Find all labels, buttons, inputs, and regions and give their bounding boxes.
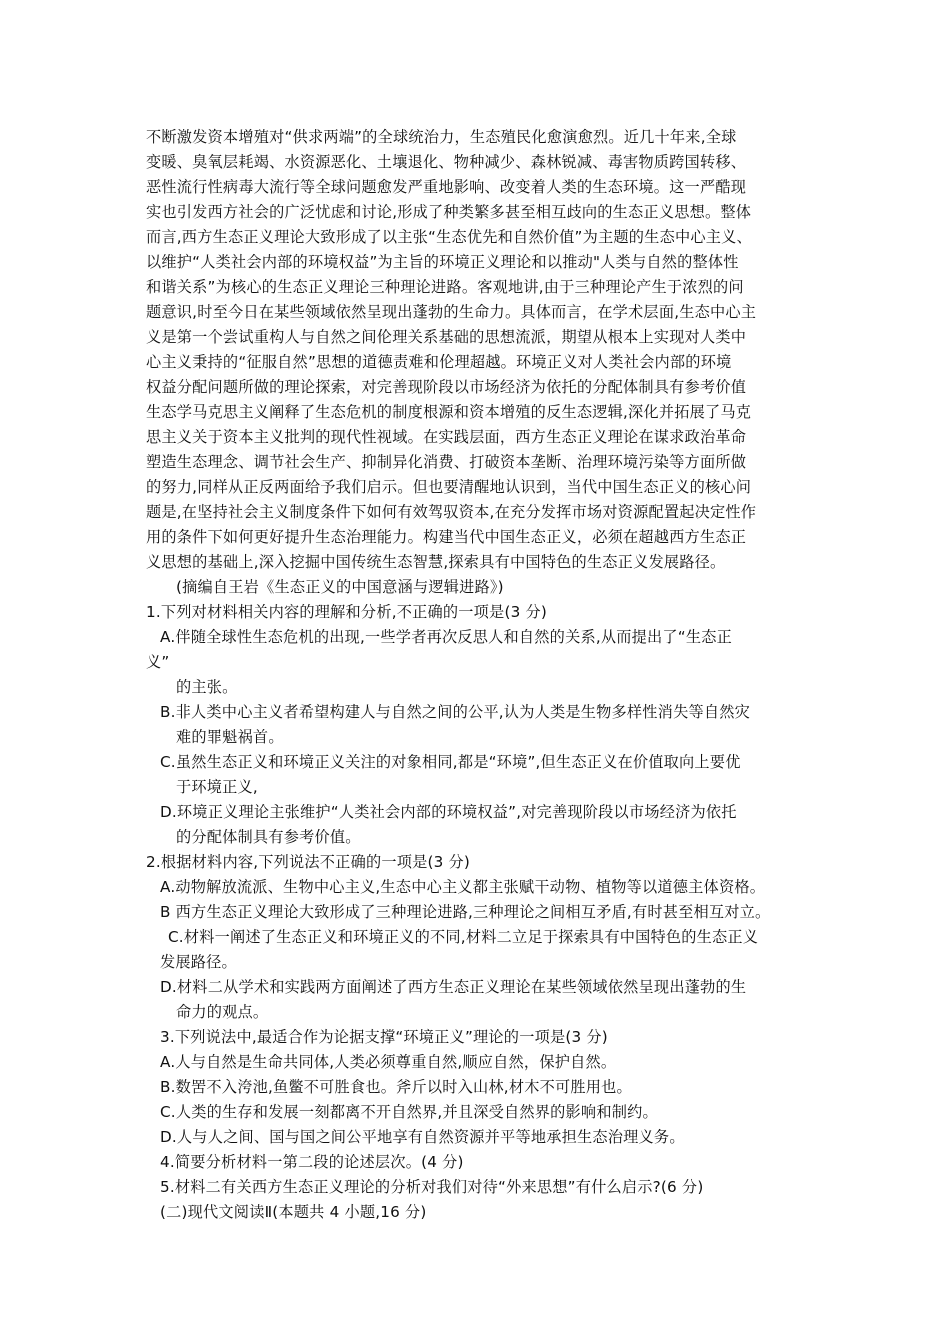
passage-line: 题是,在坚持社会主义制度条件下如何有效驾驭资本,在充分发挥市场对资源配置起决定性作	[146, 503, 757, 521]
section-heading: (二)现代文阅读Ⅱ(本题共 4 小题,16 分)	[160, 1203, 427, 1221]
question-1-option-c-cont: 于环境正义,	[176, 778, 258, 796]
question-1-option-c: C.虽然生态正义和环境正义关注的对象相同,都是“环境”,但生态正义在价值取向上要优	[160, 753, 741, 771]
question-3-option-c: C.人类的生存和发展一刻都离不开自然界,并且深受自然界的影响和制约。	[160, 1103, 658, 1121]
passage-line: 的努力,同样从正反两面给予我们启示。但也要清醒地认识到，当代中国生态正义的核心问	[146, 478, 752, 496]
passage-line: 生态学马克思主义阐释了生态危机的制度根源和资本增殖的反生态逻辑,深化并拓展了马克	[146, 403, 752, 421]
passage-line: 题意识,时至今日在某些领域依然呈现出蓬勃的生命力。具体而言，在学术层面,生态中心主	[146, 303, 757, 321]
passage-line: 恶性流行性病毒大流行等全球问题愈发严重地影响、改变着人类的生态环境。这一严酷现	[146, 178, 747, 196]
passage-line: 心主义秉持的“征服自然”思想的道德责难和伦理超越。环境正义对人类社会内部的环境	[146, 353, 732, 371]
passage-line: 不断激发资本增殖对“供求两端”的全球统治力，生态殖民化愈演愈烈。近几十年来,全球	[146, 128, 737, 146]
question-2-option-d: D.材料二从学术和实践两方面阐述了西方生态正义理论在某些领域依然呈现出蓬勃的生	[160, 978, 747, 996]
passage-line: 权益分配问题所做的理论探索，对完善现阶段以市场经济为依托的分配体制具有参考价值	[146, 378, 747, 396]
question-1-stem: 1.下列对材料相关内容的理解和分析,不正确的一项是(3 分)	[146, 603, 547, 621]
passage-line: 实也引发西方社会的广泛忧虑和讨论,形成了种类繁多甚至相互歧向的生态正义思想。整体	[146, 203, 752, 221]
passage-line: 而言,西方生态正义理论大致形成了以主张“生态优先和自然价值”为主题的生态中心主义、	[146, 228, 752, 246]
question-3-option-a: A.人与自然是生命共同体,人类必须尊重自然,顺应自然，保护自然。	[160, 1053, 617, 1071]
question-1-option-a-cont: 义”	[146, 653, 170, 671]
question-2-option-d-cont: 命力的观点。	[176, 1003, 269, 1021]
question-5-stem: 5.材料二有关西方生态正义理论的分析对我们对待“外来思想”有什么启示?(6 分)	[160, 1178, 704, 1196]
passage-line: 用的条件下如何更好提升生态治理能力。构建当代中国生态正义，必须在超越西方生态正	[146, 528, 747, 546]
question-2-stem: 2.根据材料内容,下列说法不正确的一项是(3 分)	[146, 853, 471, 871]
question-3-stem: 3.下列说法中,最适合作为论据支撑“环境正义”理论的一项是(3 分)	[160, 1028, 608, 1046]
passage-line: 以维护“人类社会内部的环境权益”为主旨的环境正义理论和以推动"人类与自然的整体性	[146, 253, 739, 271]
question-3-option-d: D.人与人之间、国与国之间公平地享有自然资源并平等地承担生态治理义务。	[160, 1128, 685, 1146]
passage-line: 和谐关系”为核心的生态正义理论三种理论进路。客观地讲,由于三种理论产生于浓烈的问	[146, 278, 744, 296]
passage-line: 义是第一个尝试重构人与自然之间伦理关系基础的思想流派，期望从根本上实现对人类中	[146, 328, 747, 346]
question-1-option-a: A.伴随全球性生态危机的出现,一些学者再次反思人和自然的关系,从而提出了“生态正	[160, 628, 733, 646]
question-3-option-b: B.数罟不入洿池,鱼鳖不可胜食也。斧斤以时入山林,材木不可胜用也。	[160, 1078, 632, 1096]
question-2-option-c: C.材料一阐述了生态正义和环境正义的不同,材料二立足于探索具有中国特色的生态正义	[168, 928, 759, 946]
passage-line: 塑造生态理念、调节社会生产、抑制异化消费、打破资本垄断、治理环境污染等方面所做	[146, 453, 747, 471]
question-2-option-b: B 西方生态正义理论大致形成了三种理论进路,三种理论之间相互矛盾,有时甚至相互对立。	[160, 903, 771, 921]
question-1-option-d-cont: 的分配体制具有参考价值。	[176, 828, 361, 846]
passage-source: (摘编自王岩《生态正义的中国意涵与逻辑进路》)	[176, 578, 504, 596]
passage-line: 思主义关于资本主义批判的现代性视域。在实践层面，西方生态正义理论在谋求政治革命	[146, 428, 747, 446]
question-1-option-d: D.环境正义理论主张维护“人类社会内部的环境权益”,对完善现阶段以市场经济为依托	[160, 803, 737, 821]
question-1-option-b-cont: 难的罪魁祸首。	[176, 728, 284, 746]
question-1-option-b: B.非人类中心主义者希望构建人与自然之间的公平,认为人类是生物多样性消失等自然灾	[160, 703, 751, 721]
question-2-option-c-cont: 发展路径。	[160, 953, 237, 971]
question-2-option-a: A.动物解放流派、生物中心主义,生态中心主义都主张赋干动物、植物等以道德主体资格。	[160, 878, 766, 896]
question-4-stem: 4.简要分析材料一第二段的论述层次。(4 分)	[160, 1153, 464, 1171]
question-1-option-a-cont: 的主张。	[176, 678, 238, 696]
passage-line: 义思想的基础上,深入挖掘中国传统生态智慧,探索具有中国特色的生态正义发展路径。	[146, 553, 726, 571]
passage-line: 变暖、臭氧层耗竭、水资源恶化、土壤退化、物种减少、森林锐减、毒害物质跨国转移、	[146, 153, 747, 171]
